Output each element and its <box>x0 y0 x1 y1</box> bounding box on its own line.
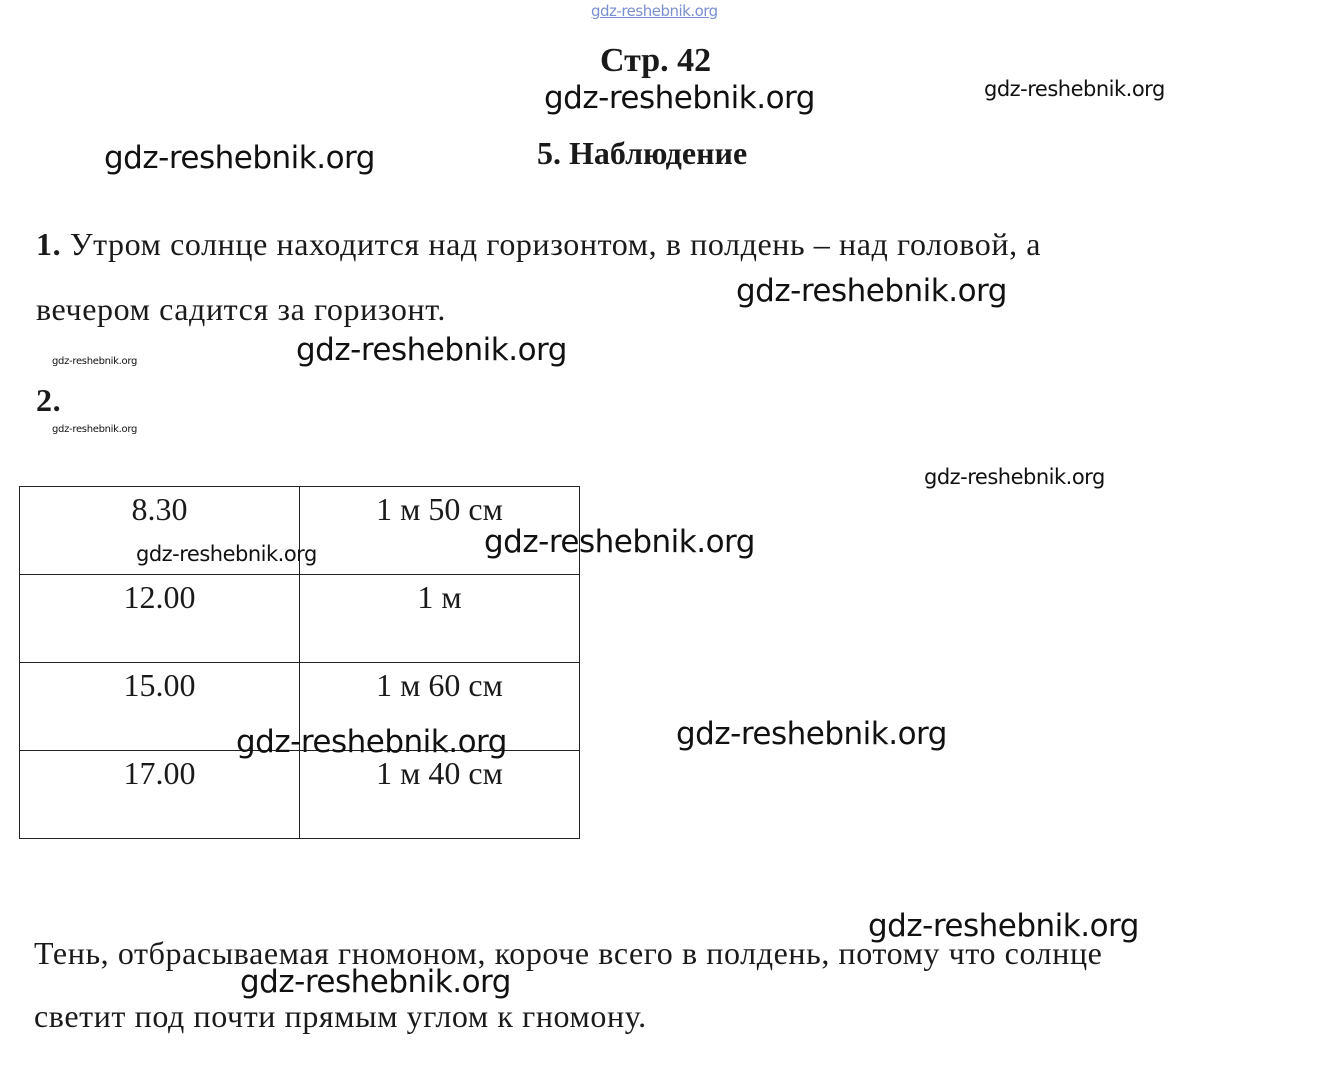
task1-line2: вечером садится за горизонт. <box>36 291 447 327</box>
time-cell: 15.00 <box>20 663 300 751</box>
task1-line1 <box>36 226 1041 263</box>
watermark: gdz-reshebnik.org <box>484 524 755 560</box>
page-title: Стр. 42 <box>600 42 712 79</box>
watermark: gdz-reshebnik.org <box>240 964 511 1000</box>
shadow-cell: 1 м 50 см <box>300 487 580 575</box>
watermark-small: gdz-reshebnik.org <box>52 356 138 367</box>
shadow-cell: 1 м <box>300 575 580 663</box>
task1-text-line1: Утром солнце находится над горизонтом, в полдень – над головой, а <box>69 226 1042 262</box>
shadow-cell: 1 м 40 см <box>300 751 580 839</box>
time-cell: 12.00 <box>20 575 300 663</box>
time-cell: 17.00 <box>20 751 300 839</box>
watermark: gdz-reshebnik.org <box>676 716 947 752</box>
watermark: gdz-reshebnik.org <box>924 465 1105 489</box>
conclusion-line1: Тень, отбрасываемая гномоном, короче всего в полдень, потому что солнце <box>34 935 1103 971</box>
shadow-cell: 1 м 60 см <box>300 663 580 751</box>
watermark: gdz-reshebnik.org <box>544 80 815 116</box>
table-row <box>20 575 580 663</box>
watermark: gdz-reshebnik.org <box>736 273 1007 309</box>
table-row <box>20 751 580 839</box>
conclusion-line2: светит под почти прямым углом к гномону. <box>34 998 647 1034</box>
task1-number: 1. <box>36 226 62 262</box>
watermark: gdz-reshebnik.org <box>984 77 1165 101</box>
watermark-top: gdz-reshebnik.org <box>591 2 718 20</box>
watermark: gdz-reshebnik.org <box>296 332 567 368</box>
watermark: gdz-reshebnik.org <box>136 542 317 566</box>
time-cell: 8.30 <box>20 487 300 575</box>
watermark: gdz-reshebnik.org <box>236 724 507 760</box>
watermark: gdz-reshebnik.org <box>104 140 375 176</box>
section-title: 5. Наблюдение <box>537 135 748 171</box>
task2-number: 2. <box>36 382 62 418</box>
watermark: gdz-reshebnik.org <box>868 908 1139 944</box>
watermark-small: gdz-reshebnik.org <box>52 424 138 435</box>
